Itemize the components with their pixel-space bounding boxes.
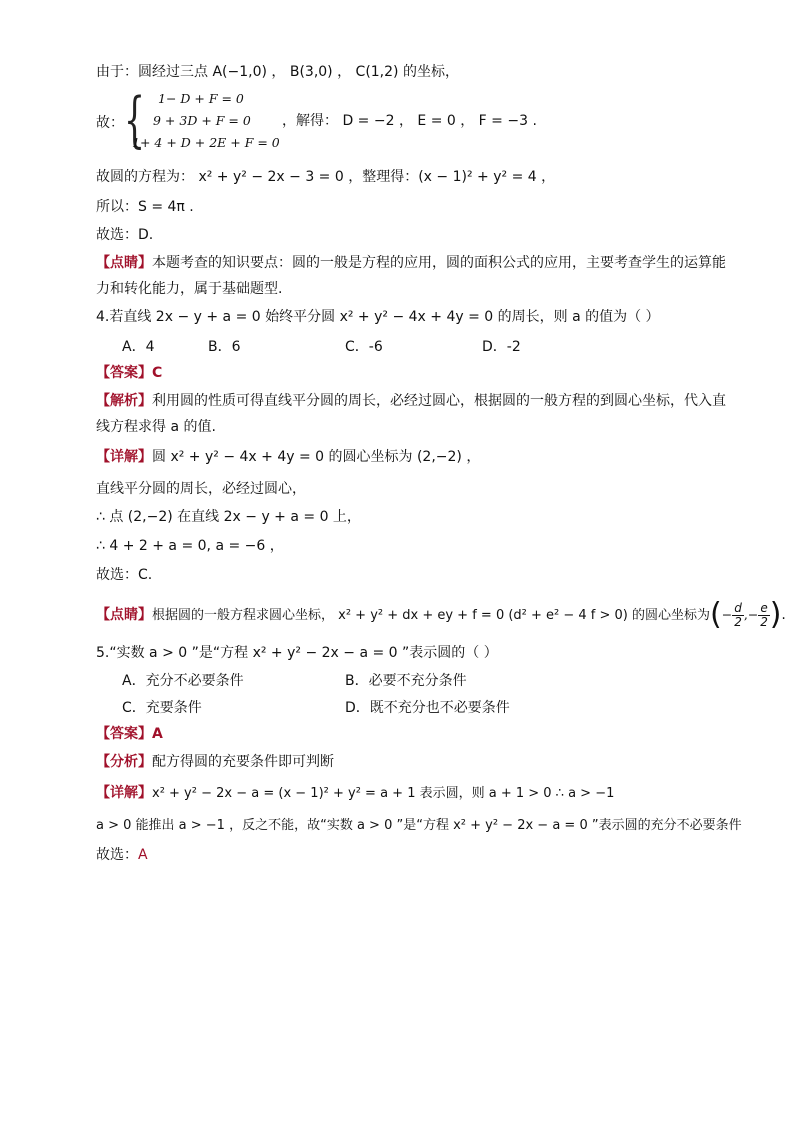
q4-answer-tag: 【答案】	[96, 365, 152, 381]
q5-detail-line-2: a > 0 能推出 a > −1 ，反之不能，故“实数 a > 0 ”是“方程 x² + y² − 2x − a = 0 ”表示圆的充分不必要条件	[96, 818, 742, 833]
q4-detail-line-2: 直线平分圆的周长，必经过圆心，	[96, 481, 306, 497]
q5-option-d: D．既不充分也不必要条件	[345, 700, 510, 716]
q4-detail-text-1: 圆 x² + y² − 4x + 4y = 0 的圆心坐标为 (2,−2) ，	[152, 449, 481, 465]
q4-detail-line-1	[96, 447, 480, 467]
solution-intro-line: 由于：圆经过三点 A(−1,0) ， B(3,0) ， C(1,2) 的坐标，	[96, 64, 459, 80]
q4-analysis-line-1	[96, 391, 726, 411]
q4-option-a: A．4	[122, 339, 155, 355]
comment-line-1	[96, 253, 726, 273]
q4-detail-line-4: ∴ 4 + 2 + a = 0, a = −6 ，	[96, 538, 284, 554]
system-solution: ，解得： D = −2 ， E = 0 ， F = −3 .	[282, 113, 537, 129]
center-y-fraction: $\frac{e}{2}$	[760, 600, 768, 629]
q4-analysis-tag: 【解析】	[96, 393, 152, 409]
q5-answer-line	[96, 724, 163, 744]
system-equation-2: 9 + 3D + F = 0	[153, 113, 251, 128]
area-line: 所以：S = 4π .	[96, 199, 194, 215]
comment-tag: 【点睛】	[96, 255, 152, 271]
comment-line-2: 力和转化能力，属于基础题型.	[96, 281, 283, 297]
system-label: 故：	[96, 115, 124, 131]
q4-option-b: B．6	[208, 339, 241, 355]
q5-detail-choice-answer: A	[138, 847, 148, 863]
q5-detail-text-1: x² + y² − 2x − a = (x − 1)² + y² = a + 1 表示圆，则 a + 1 > 0 ∴ a > −1	[152, 786, 615, 801]
q5-option-c: C．充要条件	[122, 700, 202, 716]
q4-detail-line-3: ∴ 点 (2,−2) 在直线 2x − y + a = 0 上，	[96, 509, 361, 525]
q5-answer-tag: 【答案】	[96, 726, 152, 742]
q4-detail-line-5: 故选：C.	[96, 567, 153, 583]
q4-detail-tag: 【详解】	[96, 449, 152, 465]
question-4-stem: 4.若直线 2x − y + a = 0 始终平分圆 x² + y² − 4x + 4y = 0 的周长，则 a 的值为（ ）	[96, 309, 660, 325]
choice-line: 故选：D.	[96, 227, 154, 243]
q5-detail-tag: 【详解】	[96, 785, 152, 801]
q5-detail-line-3	[96, 845, 148, 865]
system-equation-1: 1− D + F = 0	[158, 91, 244, 106]
q4-tip-line: 【点睛】根据圆的一般方程求圆心坐标， x² + y² + dx + ey + f = 0 (d² + e² − 4 f > 0) 的圆心坐标为(− $\frac{d}{2}$ ,− $\frac{e}{2}$ ).	[96, 597, 786, 632]
q4-option-d: D．-2	[482, 339, 521, 355]
q5-analysis-text: 配方得圆的充要条件即可判断	[152, 754, 334, 770]
q4-tip-text: 根据圆的一般方程求圆心坐标， x² + y² + dx + ey + f = 0 (d² + e² − 4 f > 0) 的圆心坐标为	[152, 608, 711, 623]
q4-option-c: C．-6	[345, 339, 383, 355]
comment-text: 本题考查的知识要点：圆的一般是方程的应用，圆的面积公式的应用，主要考查学生的运算能	[152, 255, 726, 271]
center-x-fraction: $\frac{d}{2}$	[734, 600, 742, 629]
q5-detail-line-1	[96, 783, 614, 804]
q4-analysis-text-1: 利用圆的性质可得直线平分圆的周长，必经过圆心，根据圆的一般方程的到圆心坐标，代入直	[152, 393, 726, 409]
q4-tip-tag: 【点睛】	[96, 607, 152, 623]
q5-analysis-line	[96, 752, 334, 772]
q5-detail-choice-label: 故选：	[96, 847, 138, 863]
q5-answer: A	[152, 726, 163, 742]
q5-option-a: A．充分不必要条件	[122, 673, 244, 689]
q4-answer-line	[96, 363, 162, 383]
system-equation-3: 1+ 4 + D + 2E + F = 0	[132, 135, 280, 150]
q5-analysis-tag: 【分析】	[96, 754, 152, 770]
q4-answer: C	[152, 365, 163, 381]
q4-analysis-line-2: 线方程求得 a 的值.	[96, 419, 216, 435]
brace-icon: {	[124, 85, 146, 155]
question-5-stem: 5.“实数 a > 0 ”是“方程 x² + y² − 2x − a = 0 ”表示圆的（ ）	[96, 645, 498, 661]
q5-option-b: B．必要不充分条件	[345, 673, 467, 689]
circle-equation-line: 故圆的方程为： x² + y² − 2x − 3 = 0 ，整理得：(x − 1)² + y² = 4 ，	[96, 169, 556, 185]
